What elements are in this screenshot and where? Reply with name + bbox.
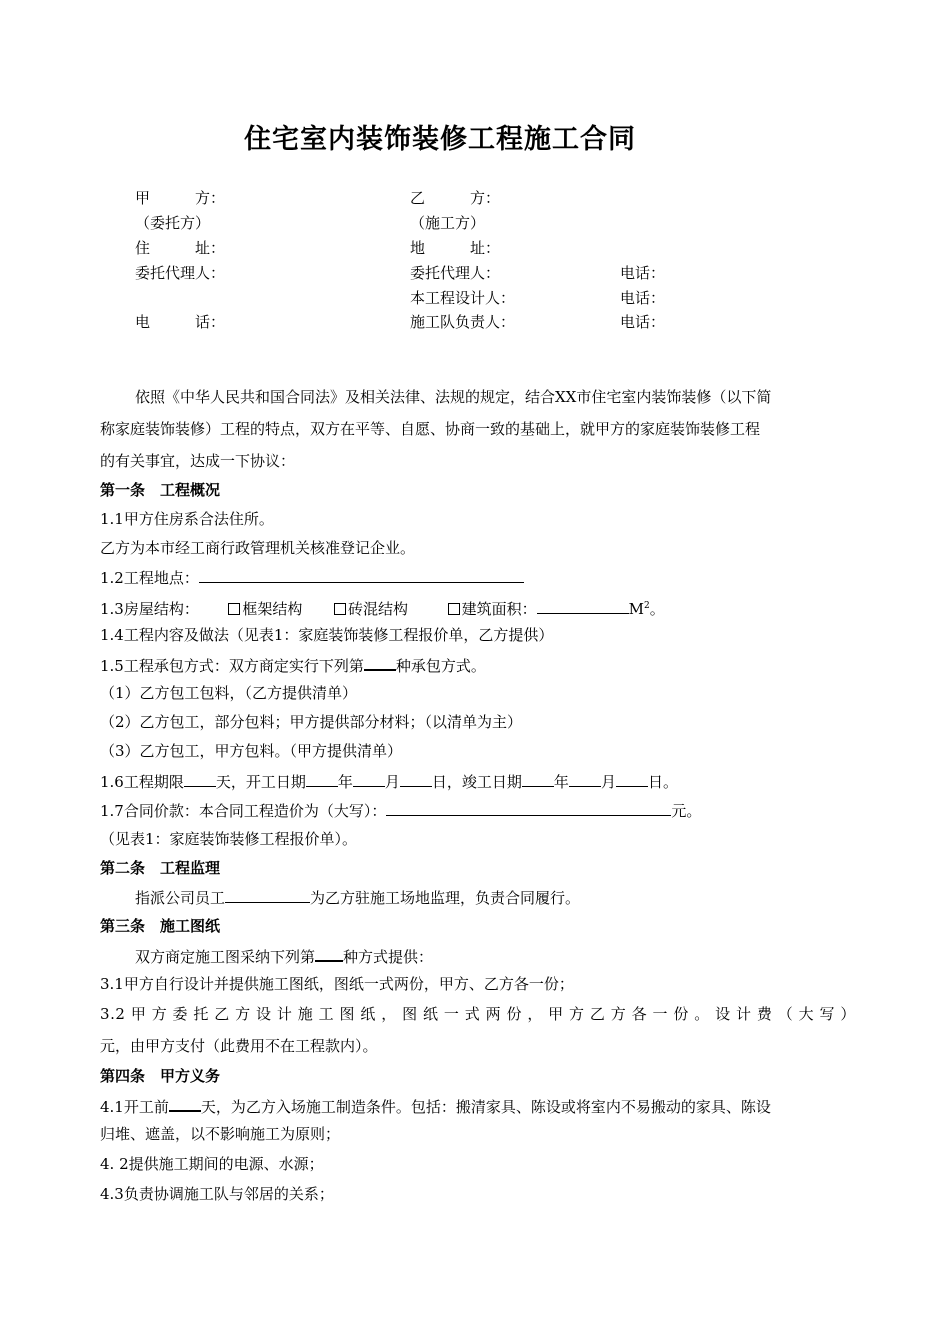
clause-1-3 <box>100 596 665 619</box>
price-label: 1.7合同价款：本合同工程造价为（大写）： <box>100 802 387 820</box>
option-1: （1）乙方包工包料，（乙方提供清单） <box>100 684 358 702</box>
start-month-blank[interactable] <box>353 771 385 787</box>
agent-b-label: 委托代理人： <box>410 264 501 282</box>
area-blank[interactable] <box>537 598 629 614</box>
party-a-label: 甲 方： <box>135 189 226 207</box>
start-year-blank[interactable] <box>306 771 338 787</box>
phone-a-label: 电 话： <box>135 313 226 331</box>
clause-1-3-label: 1.3房屋结构： <box>100 600 199 618</box>
option-area: 建筑面积： <box>461 600 537 618</box>
month-label: 月 <box>600 773 616 791</box>
unit-m: M <box>628 600 644 618</box>
option-3: （3）乙方包工，甲方包料。（甲方提供清单） <box>100 742 403 760</box>
address-b-label: 地 址： <box>410 239 501 257</box>
clause-3-1: 3.1甲方自行设计并提供施工图纸，图纸一式两份，甲方、乙方各一份； <box>100 975 574 993</box>
year-label: 年 <box>337 773 353 791</box>
clause-1-7 <box>100 800 701 821</box>
clause-1-2 <box>100 567 524 588</box>
period: 。 <box>649 600 665 618</box>
phone-label: 电话： <box>620 313 666 331</box>
duration-label: 1.6工程期限 <box>100 773 184 791</box>
contract-type-blank[interactable] <box>364 654 396 671</box>
designer-label: 本工程设计人： <box>410 289 516 307</box>
clause-3-2b: 元，由甲方支付（此费用不在工程款内）。 <box>100 1037 378 1055</box>
drawing-method-label: 双方商定施工图采纳下列第 <box>135 948 316 966</box>
supervisor-blank[interactable] <box>225 887 310 903</box>
days-before-blank[interactable] <box>169 1095 201 1112</box>
article-4-heading: 第四条 甲方义务 <box>100 1067 221 1085</box>
drawing-method-blank[interactable] <box>315 945 343 962</box>
clause-1-5 <box>100 654 486 676</box>
clause-1-5-tail: 种承包方式。 <box>395 657 486 675</box>
clause-4-1c: 归堆、遮盖，以不影响施工为原则； <box>100 1125 341 1143</box>
party-a-note: （委托方） <box>135 214 211 232</box>
clause-3-2: 3.2 甲 方 委 托 乙 方 设 计 施 工 图 纸 ， 图 纸 一 式 两 份 ， 甲 方 乙 方 各 一 份 。 设 计 费 （ 大 写 ） <box>100 1005 856 1023</box>
intro-line: 依照《中华人民共和国合同法》及相关法律、法规的规定，结合XX市住宅室内装饰装修（以下简 <box>135 388 772 406</box>
clause-4-2: 4. 2提供施工期间的电源、水源； <box>100 1155 324 1173</box>
price-blank[interactable] <box>386 800 671 816</box>
checkbox-brick[interactable] <box>334 603 346 615</box>
article-2-heading: 第二条 工程监理 <box>100 859 221 877</box>
yuan-label: 元。 <box>671 802 702 820</box>
phone-label: 电话： <box>620 264 666 282</box>
supervisor-label: 指派公司员工 <box>135 889 226 907</box>
end-day-blank[interactable] <box>616 771 648 787</box>
clause-1-2-label: 1.2工程地点： <box>100 569 199 587</box>
end-label: 日，竣工日期 <box>431 773 522 791</box>
intro-line: 称家庭装饰装修）工程的特点，双方在平等、自愿、协商一致的基础上，就甲方的家庭装饰装修工程 <box>100 420 761 438</box>
month-label: 月 <box>384 773 400 791</box>
days-blank[interactable] <box>184 771 216 787</box>
checkbox-frame[interactable] <box>228 603 240 615</box>
clause-4-1-label: 4.1开工前 <box>100 1098 169 1116</box>
clause-1-1: 1.1甲方住房系合法住所。 <box>100 510 274 528</box>
clause-1-4: 1.4工程内容及做法（见表1：家庭装饰装修工程报价单，乙方提供） <box>100 626 554 644</box>
intro-line: 的有关事宜，达成一下协议： <box>100 452 296 470</box>
phone-label: 电话： <box>620 289 666 307</box>
start-label: 天，开工日期 <box>215 773 306 791</box>
end-year-blank[interactable] <box>522 771 554 787</box>
supervisor-line <box>135 887 580 908</box>
clause-4-1-text: 天，为乙方入场施工制造条件。包括：搬清家具、陈设或将室内不易搬动的家具、陈设 <box>200 1098 771 1116</box>
unit-sup: 2 <box>643 601 650 611</box>
drawing-method-tail: 种方式提供： <box>343 948 434 966</box>
location-blank[interactable] <box>199 567 524 583</box>
article-1-heading: 第一条 工程概况 <box>100 481 221 499</box>
clause-4-3: 4.3负责协调施工队与邻居的关系； <box>100 1185 334 1203</box>
day-label: 日。 <box>647 773 678 791</box>
article-3-heading: 第三条 施工图纸 <box>100 917 221 935</box>
option-2: （2）乙方包工，部分包料；甲方提供部分材料；（以清单为主） <box>100 713 523 731</box>
agent-a-label: 委托代理人： <box>135 264 226 282</box>
party-b-note: （施工方） <box>410 214 486 232</box>
end-month-blank[interactable] <box>569 771 601 787</box>
clause-4-1 <box>100 1095 771 1117</box>
clause-1-5-label: 1.5工程承包方式：双方商定实行下列第 <box>100 657 364 675</box>
option-frame: 框架结构 <box>242 600 303 618</box>
option-brick: 砖混结构 <box>348 600 409 618</box>
year-label: 年 <box>553 773 569 791</box>
team-leader-label: 施工队负责人： <box>410 313 516 331</box>
checkbox-area[interactable] <box>448 603 460 615</box>
start-day-blank[interactable] <box>400 771 432 787</box>
drawing-method-line <box>135 945 433 967</box>
clause-1-7-note: （见表1：家庭装饰装修工程报价单）。 <box>100 830 358 848</box>
supervisor-tail: 为乙方驻施工场地监理，负责合同履行。 <box>310 889 581 907</box>
clause-1-6 <box>100 771 678 792</box>
address-a-label: 住 址： <box>135 239 226 257</box>
clause-1-1b: 乙方为本市经工商行政管理机关核准登记企业。 <box>100 539 416 557</box>
page-title: 住宅室内装饰装修工程施工合同 <box>244 124 636 155</box>
party-b-label: 乙 方： <box>410 189 501 207</box>
